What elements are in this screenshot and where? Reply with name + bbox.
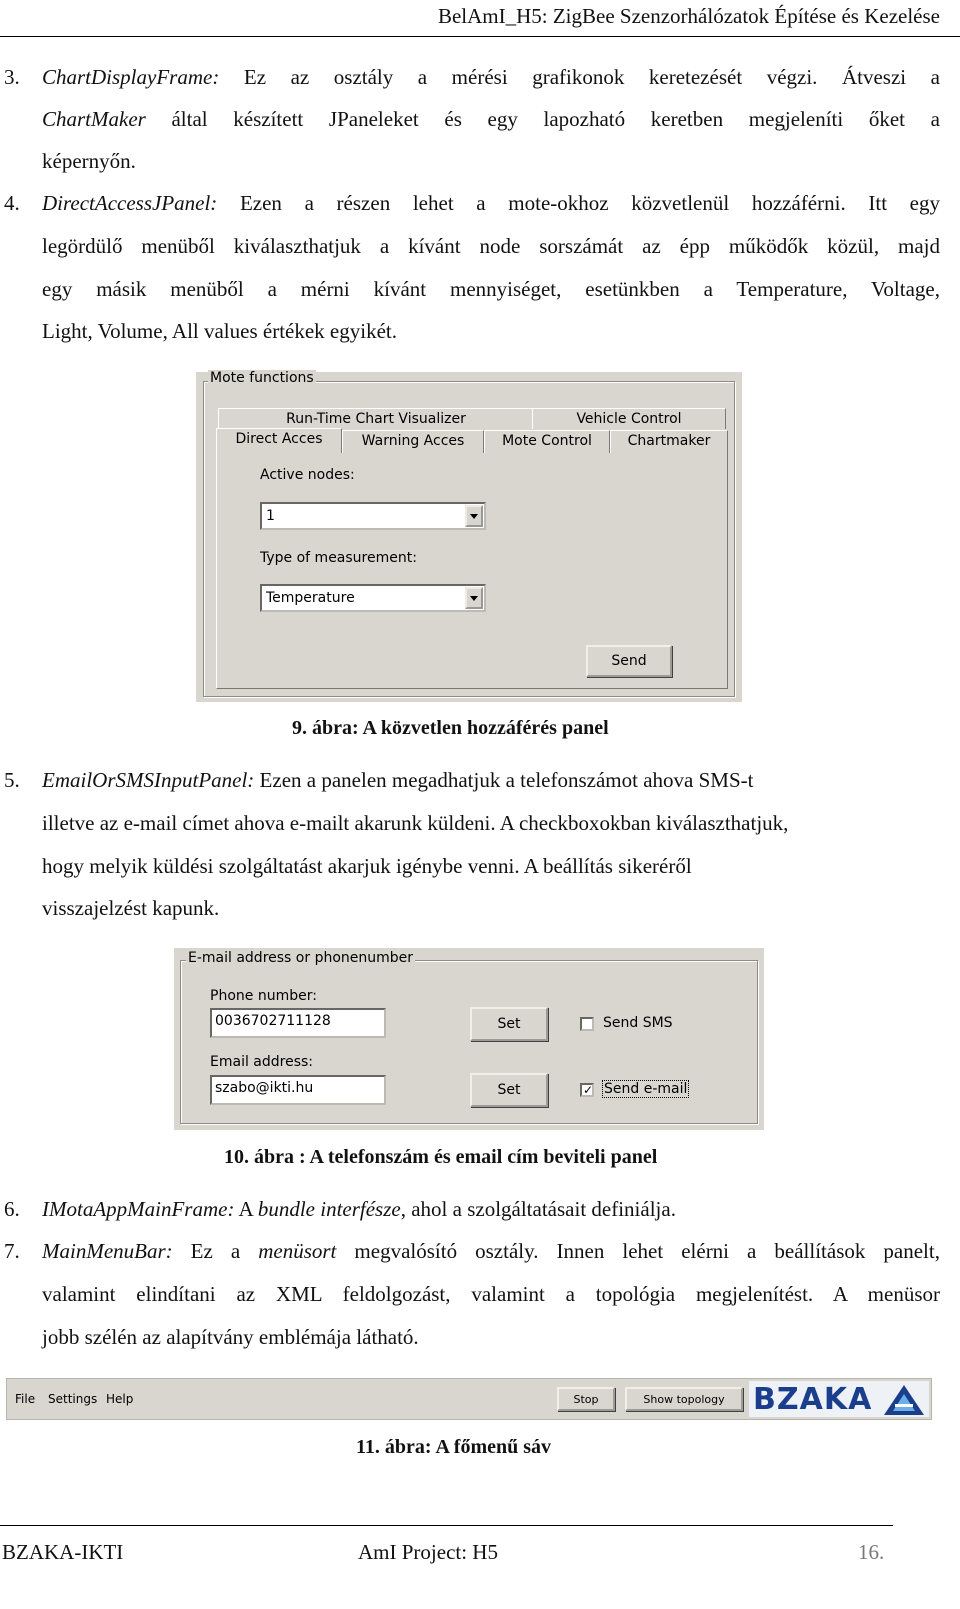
- item-7-line-2: valamint elindítani az XML feldolgozást, valamint a topológia megjelenítést. A menüsor: [42, 1282, 940, 1306]
- item-5-line-2: illetve az e-mail címet ahova e-mailt akarunk küldeni. A checkboxokban kiválaszthatjuk,: [42, 811, 789, 835]
- email-address-label: Email address:: [210, 1054, 314, 1070]
- text-italic: bundle interfésze: [257, 1197, 401, 1221]
- item-number: 5.: [4, 768, 20, 792]
- class-name: DirectAccessJPanel:: [42, 191, 218, 215]
- text: megvalósító osztály. Innen lehet elérni a beállítások panelt,: [336, 1239, 940, 1263]
- footer-left: BZAKA-IKTI: [2, 1540, 124, 1564]
- tab-run-time-chart-visualizer[interactable]: [218, 408, 534, 429]
- group-title: Mote functions: [210, 370, 314, 386]
- tab-label: Run-Time Chart Visualizer: [286, 411, 466, 427]
- item-number: 3.: [4, 65, 20, 89]
- send-email-checkbox[interactable]: [580, 1083, 594, 1097]
- group-title: E-mail address or phonenumber: [188, 950, 414, 966]
- item-3-line-2: [42, 98, 940, 141]
- text: Ezen a részen lehet a mote-okhoz közvetlenül hozzáférni. Itt egy: [217, 191, 940, 215]
- stop-label: Stop: [573, 1392, 599, 1406]
- chevron-down-icon: [470, 514, 478, 519]
- text-italic: menüsort: [258, 1239, 337, 1263]
- measurement-type-select[interactable]: [260, 584, 486, 612]
- figure-10-caption: 10. ábra : A telefonszám és email cím beviteli panel: [224, 1146, 658, 1168]
- item-7-line-1: [42, 1230, 940, 1273]
- send-email-label: Send e-mail: [604, 1081, 688, 1097]
- dropdown-button[interactable]: [465, 505, 483, 527]
- item-3: [0, 56, 960, 188]
- header-title: BelAmI_H5: ZigBee Szenzorhálózatok Építése és Kezelése: [437, 4, 940, 28]
- chevron-down-icon: [470, 596, 478, 601]
- class-name: ChartDisplayFrame:: [42, 65, 220, 89]
- menu-file[interactable]: File: [15, 1392, 36, 1406]
- item-7: [0, 1230, 960, 1362]
- set-email-button[interactable]: [470, 1073, 548, 1107]
- active-nodes-select[interactable]: [260, 502, 486, 530]
- item-4-line-1: [42, 182, 940, 225]
- text: A: [234, 1197, 258, 1221]
- figure-11-caption: 11. ábra: A főmenű sáv: [356, 1436, 552, 1458]
- item-number: 4.: [4, 191, 20, 215]
- item-3-line-1: [42, 56, 940, 99]
- logo-text: BZAKA: [753, 1382, 873, 1417]
- active-nodes-label: Active nodes:: [260, 467, 355, 483]
- text: Ez az osztály a mérési grafikonok keretezését végzi. Átveszi a: [219, 65, 940, 89]
- tab-label: Warning Acces: [361, 433, 465, 449]
- item-5-line-1: [42, 759, 940, 802]
- phone-number-field[interactable]: 0036702711128: [210, 1008, 386, 1038]
- item-5-line-4: visszajelzést kapunk.: [42, 896, 220, 920]
- tab-mote-control[interactable]: [484, 430, 610, 453]
- item-5: [0, 759, 960, 934]
- figure-11-screenshot: [6, 1378, 932, 1420]
- item-number: 6.: [4, 1197, 20, 1221]
- page-header: [0, 0, 960, 40]
- figure-9-screenshot: [196, 372, 742, 702]
- class-name: MainMenuBar:: [42, 1239, 173, 1263]
- email-field[interactable]: szabo@ikti.hu: [210, 1075, 386, 1105]
- tab-label: Mote Control: [502, 433, 592, 449]
- class-name-ref: ChartMaker: [42, 107, 146, 131]
- text: Ez a: [172, 1239, 259, 1263]
- item-4-line-4: Light, Volume, All values értékek egyikét.: [42, 319, 397, 343]
- text: Ezen a panelen megadhatjuk a telefonszámot ahova SMS-t: [254, 768, 754, 792]
- tab-label: Chartmaker: [627, 433, 711, 449]
- send-button[interactable]: [586, 645, 672, 677]
- tab-label: Direct Acces: [235, 431, 323, 447]
- item-6: [0, 1188, 960, 1231]
- set-label: Set: [497, 1016, 521, 1032]
- tab-direct-acces[interactable]: [216, 428, 342, 453]
- show-topology-button[interactable]: [625, 1387, 743, 1411]
- send-sms-checkbox[interactable]: [580, 1017, 594, 1031]
- tab-warning-acces[interactable]: [342, 430, 484, 453]
- send-sms-label: Send SMS: [603, 1015, 673, 1031]
- item-3-line-3: képernyőn.: [42, 149, 136, 173]
- item-4-line-2: legördülő menüből kiválaszthatjuk a kívánt node sorszámát az épp működők közül, majd: [42, 234, 940, 258]
- figure-10-screenshot: [174, 948, 764, 1130]
- stop-button[interactable]: [557, 1387, 615, 1411]
- set-phone-button[interactable]: [470, 1007, 548, 1041]
- measurement-type-value: Temperature: [266, 590, 355, 606]
- logo-emblem-icon: [883, 1384, 925, 1416]
- text: , ahol a szolgáltatásait definiálja.: [400, 1197, 676, 1221]
- class-name: EmailOrSMSInputPanel:: [42, 768, 255, 792]
- set-label: Set: [497, 1082, 521, 1098]
- item-number: 7.: [4, 1239, 20, 1263]
- text: által készített JPaneleket és egy lapozható keretben megjeleníti őket a: [145, 107, 940, 131]
- header-rule: [0, 36, 960, 37]
- active-nodes-value: 1: [266, 508, 275, 524]
- phone-number-label: Phone number:: [210, 988, 317, 1004]
- menu-help[interactable]: Help: [106, 1392, 134, 1406]
- footer-center: AmI Project: H5: [358, 1540, 498, 1564]
- figure-9-caption: 9. ábra: A közvetlen hozzáférés panel: [292, 717, 609, 739]
- item-6-line-1: [42, 1188, 940, 1231]
- send-label: Send: [611, 653, 647, 669]
- tab-chartmaker[interactable]: [610, 430, 728, 453]
- bzaka-logo: [749, 1381, 929, 1417]
- item-4: [0, 182, 960, 357]
- page-number: 16.: [858, 1540, 885, 1564]
- checkmark-icon: ✓: [583, 1083, 594, 1097]
- item-4-line-3: egy másik menüből a mérni kívánt mennyiséget, esetünkben a Temperature, Voltage,: [42, 277, 940, 301]
- class-name: IMotaAppMainFrame:: [42, 1197, 235, 1221]
- tab-label: Vehicle Control: [576, 411, 682, 427]
- menu-settings[interactable]: Settings: [48, 1392, 98, 1406]
- dropdown-button[interactable]: [465, 587, 483, 609]
- item-5-line-3: hogy melyik küldési szolgáltatást akarjuk igénybe venni. A beállítás sikeréről: [42, 854, 692, 878]
- tab-vehicle-control[interactable]: [532, 408, 726, 429]
- show-topology-label: Show topology: [643, 1392, 725, 1406]
- item-7-line-3: jobb szélén az alapítvány emblémája látható.: [42, 1325, 419, 1349]
- footer-rule: [0, 1525, 893, 1526]
- measurement-type-label: Type of measurement:: [260, 550, 417, 566]
